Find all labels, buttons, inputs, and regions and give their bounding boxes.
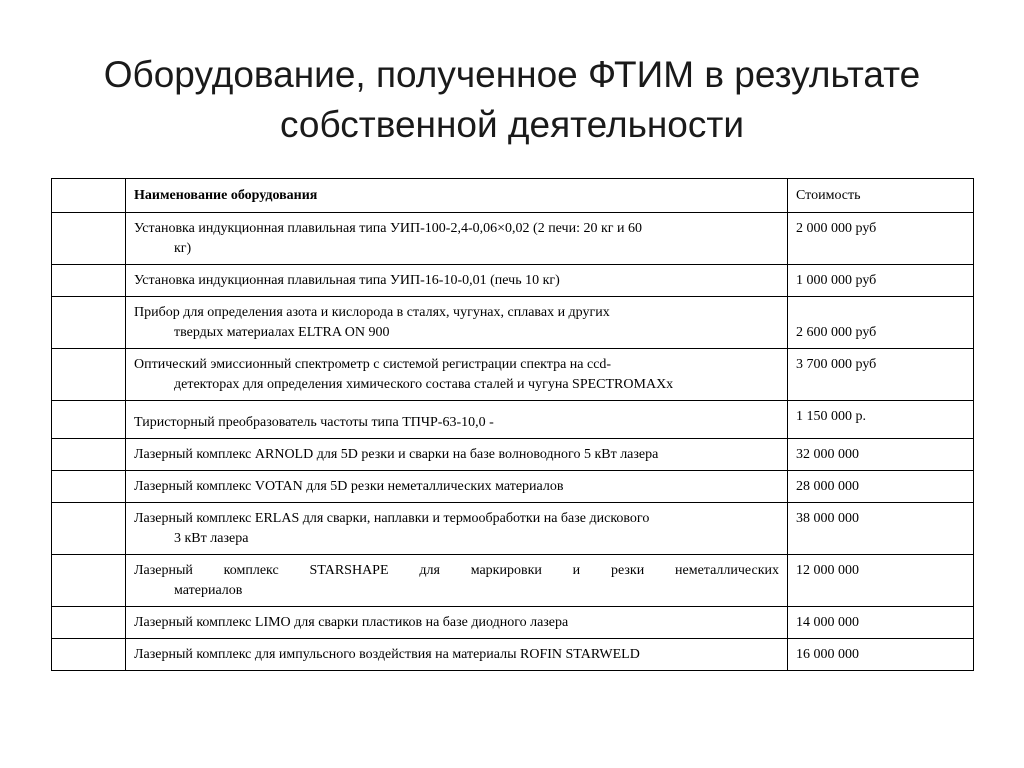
table-row — [52, 213, 974, 265]
slide-title-line-2: собственной деятельности — [280, 104, 744, 145]
equipment-name-continued: кг) — [174, 241, 192, 256]
table-row — [52, 639, 974, 671]
equipment-name-continued: материалов — [174, 583, 243, 598]
equipment-name-cell — [126, 349, 788, 401]
equipment-name: Установка индукционная плавильная типа УИП-16-10-0,01 (печь 10 кг) — [134, 273, 560, 288]
table-row — [52, 297, 974, 349]
equipment-cost: 1 150 000 р. — [788, 401, 974, 439]
equipment-name-cell — [126, 401, 788, 439]
equipment-cost: 2 600 000 руб — [788, 297, 974, 349]
equipment-name: Лазерный комплекс LIMO для сварки пластиков на базе диодного лазера — [134, 615, 569, 630]
table-row — [52, 607, 974, 639]
equipment-name: Лазерный комплекс ERLAS для сварки, наплавки и термообработки на базе дискового — [134, 511, 650, 526]
equipment-cost: 28 000 000 — [788, 471, 974, 503]
equipment-cost: 14 000 000 — [788, 607, 974, 639]
row-num-cell — [52, 265, 126, 297]
equipment-cost: 12 000 000 — [788, 555, 974, 607]
row-num-cell — [52, 639, 126, 671]
header-cost-cell: Стоимость — [788, 179, 974, 213]
equipment-name-cell — [126, 471, 788, 503]
row-num-cell — [52, 401, 126, 439]
equipment-cost: 1 000 000 руб — [788, 265, 974, 297]
equipment-cost: 16 000 000 — [788, 639, 974, 671]
header-name-cell: Наименование оборудования — [126, 179, 788, 213]
equipment-name-cell — [126, 439, 788, 471]
table-row — [52, 349, 974, 401]
equipment-cost: 2 000 000 руб — [788, 213, 974, 265]
table-row — [52, 439, 974, 471]
equipment-cost: 32 000 000 — [788, 439, 974, 471]
equipment-name: Установка индукционная плавильная типа УИП-100-2,4-0,06×0,02 (2 печи: 20 кг и 60 — [134, 221, 643, 236]
equipment-name-continued: детекторах для определения химического состава сталей и чугуна SPECTROMAXx — [174, 377, 674, 392]
equipment-cost: 38 000 000 — [788, 503, 974, 555]
row-num-cell — [52, 213, 126, 265]
row-num-cell — [52, 555, 126, 607]
equipment-cost: 3 700 000 руб — [788, 349, 974, 401]
equipment-name: Лазерный комплекс ARNOLD для 5D резки и сварки на базе волноводного 5 кВт лазера — [134, 447, 659, 462]
header-num-cell — [52, 179, 126, 213]
equipment-name-cell — [126, 555, 788, 607]
equipment-name-cell — [126, 639, 788, 671]
row-num-cell — [52, 439, 126, 471]
equipment-name: Оптический эмиссионный спектрометр с системой регистрации спектра на ccd- — [134, 357, 612, 372]
equipment-name: Лазерный комплекс для импульсного воздействия на материалы ROFIN STARWELD — [134, 647, 640, 662]
equipment-name-cell — [126, 607, 788, 639]
table-row — [52, 471, 974, 503]
slide-title-line-1: Оборудование, полученное ФТИМ в результате — [103, 54, 921, 95]
equipment-name: Лазерный комплекс STARSHAPE для маркировки и резки неметаллических — [134, 563, 779, 578]
row-num-cell — [52, 503, 126, 555]
equipment-name: Лазерный комплекс VOTAN для 5D резки неметаллических материалов — [134, 479, 564, 494]
table-row — [52, 265, 974, 297]
table-row — [52, 401, 974, 439]
table-row — [52, 555, 974, 607]
row-num-cell — [52, 349, 126, 401]
row-num-cell — [52, 607, 126, 639]
row-num-cell — [52, 471, 126, 503]
equipment-name-continued: твердых материалах ELTRA ON 900 — [174, 325, 390, 340]
equipment-name: Прибор для определения азота и кислорода в сталях, чугунах, сплавах и других — [134, 305, 610, 320]
table-row — [52, 503, 974, 555]
table-header-row — [52, 179, 974, 213]
equipment-name-cell — [126, 265, 788, 297]
slide-title — [0, 50, 1024, 150]
row-num-cell — [52, 297, 126, 349]
equipment-table — [51, 178, 974, 671]
equipment-name-continued: 3 кВт лазера — [174, 531, 249, 546]
equipment-name: Тиристорный преобразователь частоты типа ТПЧР-63-10,0 - — [134, 415, 494, 430]
equipment-name-cell — [126, 213, 788, 265]
equipment-name-cell — [126, 503, 788, 555]
equipment-name-cell — [126, 297, 788, 349]
